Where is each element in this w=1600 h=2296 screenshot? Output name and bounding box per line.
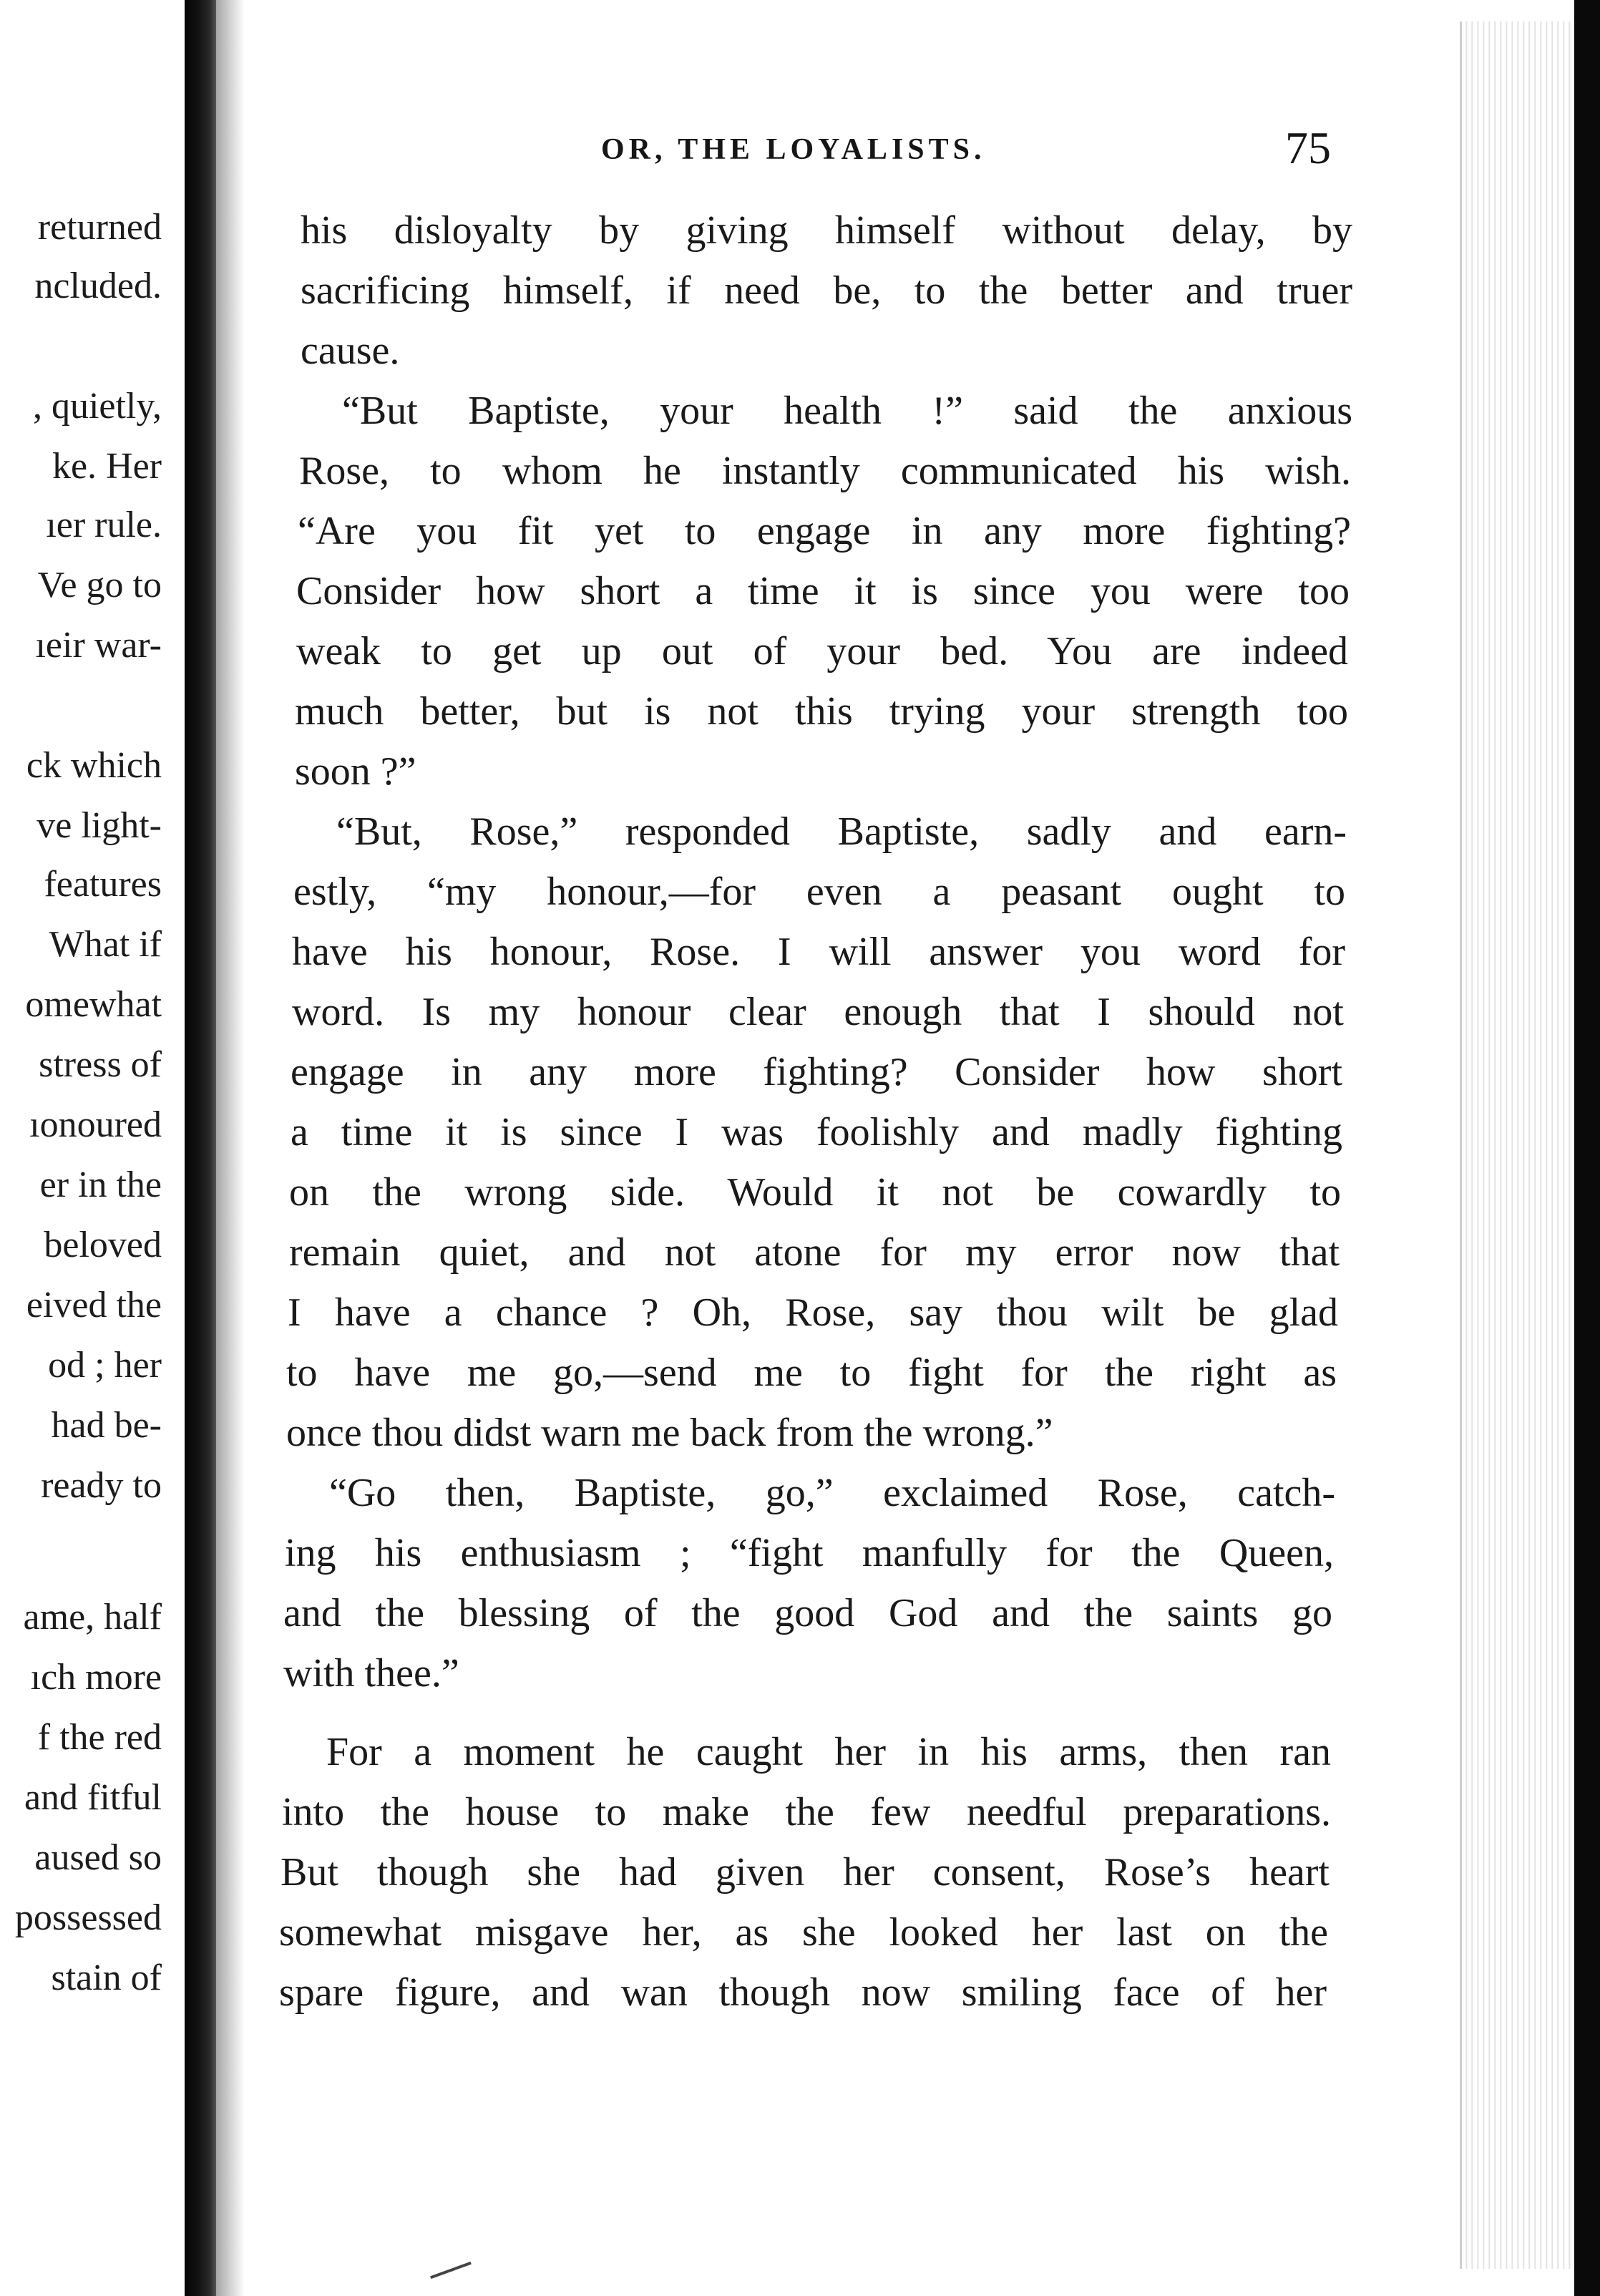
- left-line: aused so: [34, 1837, 162, 1878]
- left-line: , quietly,: [32, 386, 162, 427]
- left-line: od ; her: [48, 1345, 162, 1386]
- body-line: once thou didst warn me back from the wrong.”: [286, 1411, 1053, 1455]
- left-line: ame, half: [23, 1597, 162, 1638]
- body-line: Consider how short a time it is since you were too: [296, 569, 1350, 613]
- body-line: sacrificing himself, if need be, to the better and truer: [301, 268, 1352, 313]
- body-line: soon ?”: [295, 749, 416, 794]
- left-line: ıer rule.: [46, 505, 162, 545]
- left-line: ke. Her: [52, 446, 162, 487]
- body-line: But though she had given her consent, Rose’s heart: [281, 1850, 1330, 1894]
- left-line: omewhat: [25, 984, 162, 1025]
- left-line: f the red: [37, 1717, 162, 1758]
- body-line: with thee.”: [283, 1651, 459, 1696]
- body-line: “But, Rose,” responded Baptiste, sadly and earn-: [336, 809, 1347, 854]
- page-edges: [1460, 21, 1576, 2269]
- left-line: had be-: [51, 1405, 162, 1446]
- body-line: much better, but is not this trying your strength too: [295, 689, 1348, 734]
- left-page-fragment: [0, 0, 187, 2296]
- body-line: engage in any more fighting? Consider how short: [291, 1050, 1342, 1094]
- left-line: ready to: [41, 1465, 162, 1506]
- body-line: have his honour, Rose. I will answer you word for: [292, 930, 1345, 974]
- left-line: returned: [37, 207, 162, 248]
- left-line: Ve go to: [37, 565, 162, 605]
- body-line: remain quiet, and not atone for my error now that: [289, 1230, 1340, 1275]
- left-line: ıch more: [30, 1657, 162, 1698]
- body-line: ing his enthusiasm ; “fight manfully for the Queen,: [285, 1531, 1334, 1575]
- body-line: to have me go,—send me to fight for the right as: [286, 1351, 1337, 1395]
- body-line: “Go then, Baptiste, go,” exclaimed Rose, catch-: [329, 1471, 1335, 1515]
- left-line: stain of: [51, 1957, 162, 1998]
- gutter-shadow: [216, 0, 245, 2296]
- body-line: I have a chance ? Oh, Rose, say thou wilt be glad: [288, 1290, 1338, 1335]
- body-line: his disloyalty by giving himself without delay, by: [301, 208, 1352, 253]
- body-line: Rose, to whom he instantly communicated his wish.: [299, 449, 1351, 493]
- body-line: on the wrong side. Would it not be cowardly to: [289, 1170, 1341, 1215]
- left-line: ıonoured: [29, 1104, 162, 1145]
- body-line: a time it is since I was foolishly and madly fighting: [291, 1110, 1342, 1154]
- left-line: What if: [49, 924, 162, 965]
- running-title: OR, THE LOYALISTS.: [601, 133, 986, 166]
- body-line: spare figure, and wan though now smiling face of her: [279, 1970, 1327, 2015]
- left-line: ve light-: [36, 805, 162, 846]
- body-line: into the house to make the few needful preparations.: [282, 1790, 1331, 1834]
- body-line: “But Baptiste, your health !” said the anxious: [342, 389, 1352, 433]
- page-number: 75: [1285, 122, 1331, 173]
- body-line: estly, “my honour,—for even a peasant ought to: [293, 870, 1345, 914]
- left-line: and fitful: [24, 1777, 162, 1818]
- left-line: features: [44, 864, 162, 905]
- body-line: “Are you fit yet to engage in any more fighting?: [298, 509, 1351, 553]
- body-line: For a moment he caught her in his arms, then ran: [326, 1730, 1331, 1774]
- body-line: weak to get up out of your bed. You are indeed: [296, 629, 1348, 673]
- left-line: stress of: [39, 1044, 162, 1085]
- left-line: er in the: [39, 1164, 162, 1205]
- left-line: possessed: [14, 1897, 162, 1938]
- left-line: ncluded.: [34, 266, 162, 306]
- body-line: and the blessing of the good God and the saints go: [283, 1591, 1332, 1635]
- body-line: word. Is my honour clear enough that I should not: [292, 990, 1344, 1034]
- body-line: somewhat misgave her, as she looked her last on the: [279, 1910, 1328, 1955]
- left-line: eived the: [26, 1285, 162, 1325]
- background-edge: [1574, 0, 1600, 2296]
- left-line: ıeir war-: [35, 625, 162, 666]
- body-line: cause.: [301, 329, 400, 373]
- book-gutter: [185, 0, 216, 2296]
- left-line: ck which: [26, 745, 162, 786]
- left-line: beloved: [44, 1225, 162, 1265]
